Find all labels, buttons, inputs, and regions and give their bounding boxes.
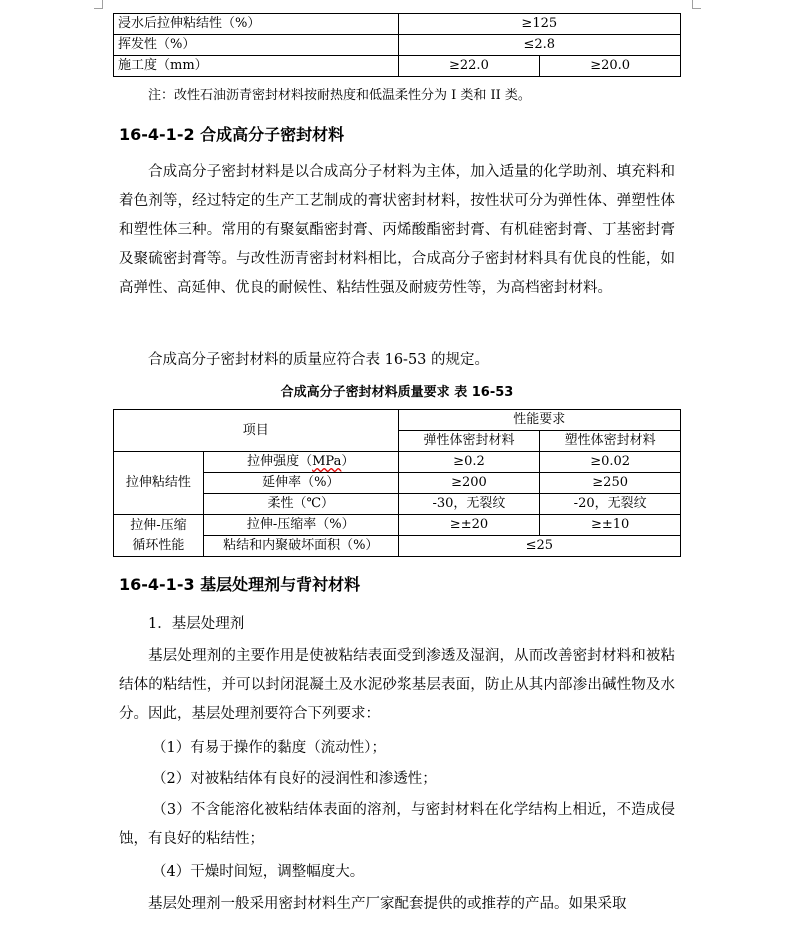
row-label: 挥发性（%）: [114, 35, 399, 56]
table-row: [114, 35, 681, 56]
row-label: 拉伸-压缩率（%）: [203, 515, 398, 536]
body-paragraph: [119, 346, 675, 375]
header-elastic: 弹性体密封材料: [398, 431, 540, 452]
list-item: （4）干燥时间短，调整幅度大。: [152, 864, 365, 880]
table-caption: 合成高分子密封材料质量要求 表 16-53: [280, 385, 514, 400]
row-label: 浸水后拉伸粘结性（%）: [114, 14, 399, 35]
subsection-title: 1．基层处理剂: [148, 616, 245, 632]
row-label: 粘结和内聚破坏面积（%）: [203, 536, 398, 557]
paragraph-text: 合成高分子密封材料是以合成高分子材料为主体，加入适量的化学助剂、填充料和着色剂等，经过特定的生产工艺制成的膏状密封材料，按性状可分为弹性体、弹塑性体和塑性体三种。常用的有聚氨酯密封膏、丙烯酸酯密封膏、有机硅密封膏、丁基密封膏及聚硫密封膏等。与改性沥青密封材料相比，合成高分子密封材料具有优良的性能，如高弹性、高延伸、优良的耐候性、粘结性强及耐疲劳性等，为高档密封材料。: [119, 164, 675, 296]
group-label-line2: 循环性能: [132, 537, 185, 553]
list-item: （1）有易于操作的黏度（流动性）；: [152, 740, 386, 756]
body-paragraph: [119, 642, 675, 729]
group-label: [114, 515, 204, 557]
body-paragraph: [119, 890, 675, 919]
paragraph-text: 基层处理剂一般采用密封材料生产厂家配套提供的或推荐的产品。如果采取: [148, 896, 627, 912]
label-pre: 拉伸强度（: [247, 454, 313, 469]
header-performance: 性能要求: [398, 410, 680, 431]
list-item: [119, 796, 675, 854]
paragraph-text: 基层处理剂的主要作用是使被粘结表面受到渗透及湿润，从而改善密封材料和被粘结体的粘结性，并可以封闭混凝土及水泥砂浆基层表面，防止从其内部渗出碱性物及水分。因此，基层处理剂要符合下列要求：: [119, 648, 675, 722]
section-heading: 16-4-1-3 基层处理剂与背衬材料: [119, 575, 361, 594]
body-paragraph: [119, 158, 675, 303]
row-value-b: ≥20.0: [540, 56, 681, 77]
value-plastic: ≥±10: [540, 515, 681, 536]
row-label: 施工度（mm）: [114, 56, 399, 77]
page-corner-mark-right-h: [692, 8, 701, 9]
table-16-53: [113, 409, 681, 557]
value-elastic: -30，无裂纹: [398, 494, 540, 515]
list-item-text: （3）不含能溶化被粘结体表面的溶剂，与密封材料在化学结构上相近，不造成侵蚀，有良好的粘结性；: [119, 802, 675, 847]
header-item: 项目: [114, 410, 399, 452]
table-row: [114, 56, 681, 77]
value-plastic: -20，无裂纹: [540, 494, 681, 515]
row-label: 延伸率（%）: [203, 473, 398, 494]
page-corner-mark-right: [692, 0, 693, 8]
value-elastic: ≥200: [398, 473, 540, 494]
value-plastic: ≥250: [540, 473, 681, 494]
value-elastic: ≥±20: [398, 515, 540, 536]
label-post: ）: [341, 454, 355, 469]
row-label: [203, 452, 398, 473]
group-label: 拉伸粘结性: [114, 452, 204, 515]
section-heading: 16-4-1-2 合成高分子密封材料: [119, 125, 345, 144]
table-row: [114, 14, 681, 35]
table-header-row: [114, 410, 681, 431]
label-unit: MPa: [312, 454, 342, 469]
group-label-line1: 拉伸-压缩: [130, 517, 187, 533]
page-corner-mark-left-h: [94, 8, 103, 9]
value-plastic: ≥0.02: [540, 452, 681, 473]
table-note: 注：改性石油沥青密封材料按耐热度和低温柔性分为 I 类和 II 类。: [148, 88, 531, 103]
page-corner-mark-left: [102, 0, 103, 8]
row-value: ≤25: [398, 536, 680, 557]
row-value-a: ≥22.0: [398, 56, 540, 77]
row-label: 柔性（℃）: [203, 494, 398, 515]
table-row: [114, 452, 681, 473]
header-plastic: 塑性体密封材料: [540, 431, 681, 452]
list-item: （2）对被粘结体有良好的浸润性和渗透性；: [152, 771, 437, 787]
table-row: [114, 515, 681, 536]
row-value: ≥125: [398, 14, 680, 35]
value-elastic: ≥0.2: [398, 452, 540, 473]
table-modified-asphalt-continued: [113, 13, 681, 77]
paragraph-text: 合成高分子密封材料的质量应符合表 16-53 的规定。: [148, 352, 490, 368]
row-value: ≤2.8: [398, 35, 680, 56]
